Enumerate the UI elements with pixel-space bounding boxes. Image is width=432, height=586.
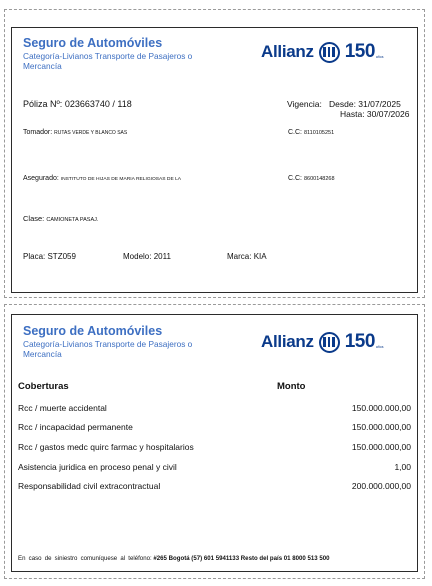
coverage-amount: 200.000.000,00 [351,481,411,491]
coverage-amount: 150.000.000,00 [351,422,411,432]
allianz-emblem-icon [319,42,340,63]
coverage-name: Rcc / incapacidad permanente [18,422,133,432]
coverage-row [18,403,411,413]
coverage-name: Responsabilidad civil extracontractual [18,481,161,491]
placa-label: Placa: [23,252,46,261]
clase-line [23,214,98,223]
asegurado-line [23,175,181,182]
allianz-logo [261,41,383,63]
tomador-cc [288,129,334,136]
tomador-cc-label: C.C: [288,129,302,136]
validity-to: Hasta: 30/07/2026 [340,109,410,119]
card-subtitle: Categoría-Livianos Transporte de Pasajeros o Mercancía [23,339,193,359]
policy-label: Póliza Nº: [23,99,63,109]
clase-value: CAMIONETA PASAJ. [46,217,99,223]
marca-label: Marca: [227,252,252,261]
policy-card [11,27,418,293]
placa-value: STZ059 [47,252,76,261]
coverage-header: Coberturas [18,381,69,392]
card-title: Seguro de Automóviles [23,36,163,50]
policy-line [23,99,132,109]
footer-phones: #265 Bogotá (57) 601 5941133 Resto del país 01 8000 513 500 [153,555,330,562]
clase-label: Clase: [23,214,45,223]
asegurado-value: INSTITUTO DE HIJAS DE MARIA RELIGIOSAS DE LA [60,177,182,182]
coverage-row [18,462,411,472]
marca-value: KIA [253,252,267,261]
contact-footer [18,555,330,562]
tomador-cc-value: 8110105251 [303,130,335,136]
coverage-row [18,442,411,452]
asegurado-cc [288,175,335,182]
asegurado-cc-label: C.C: [288,175,302,182]
tomador-label: Tomador: [23,129,53,136]
tomador-value: RUTAS VERDE Y BLANCO SAS [54,130,128,136]
footer-prefix: En caso de siniestro comuníquese al teléfono: [18,555,152,562]
anniversary-label: años [375,345,384,349]
anniversary-number: 150 [344,331,375,352]
card-subtitle: Categoría-Livianos Transporte de Pasajeros o Mercancía [23,51,193,71]
coverage-name: Rcc / gastos medc quirc farmac y hospitalarios [18,442,194,452]
coverage-name: Asistencia juridica en proceso penal y civil [18,462,177,472]
asegurado-label: Asegurado: [23,175,59,182]
coverage-amount: 150.000.000,00 [351,403,411,413]
allianz-logo [261,331,383,353]
coverage-row [18,422,411,432]
coverage-amount: 1,00 [394,462,411,472]
anniversary-number: 150 [344,41,375,62]
brand-name: Allianz [261,332,314,351]
coverage-amount: 150.000.000,00 [351,442,411,452]
validity-label: Vigencia: [287,99,322,109]
validity-from: Desde: 31/07/2025 [329,99,401,109]
anniversary-label: años [375,55,384,59]
asegurado-cc-value: 8600148268 [303,176,335,182]
card-title: Seguro de Automóviles [23,324,163,338]
policy-value: 023663740 / 118 [64,99,132,109]
amount-header: Monto [277,381,306,392]
tomador-line [23,129,127,136]
modelo-value: 2011 [153,252,171,261]
coverage-card [11,314,418,572]
brand-name: Allianz [261,42,314,61]
modelo-label: Modelo: [123,252,152,261]
coverage-row [18,481,411,491]
marca-line [227,252,267,261]
placa-line [23,252,76,261]
coverage-name: Rcc / muerte accidental [18,403,107,413]
allianz-emblem-icon [319,332,340,353]
modelo-line [123,252,171,261]
